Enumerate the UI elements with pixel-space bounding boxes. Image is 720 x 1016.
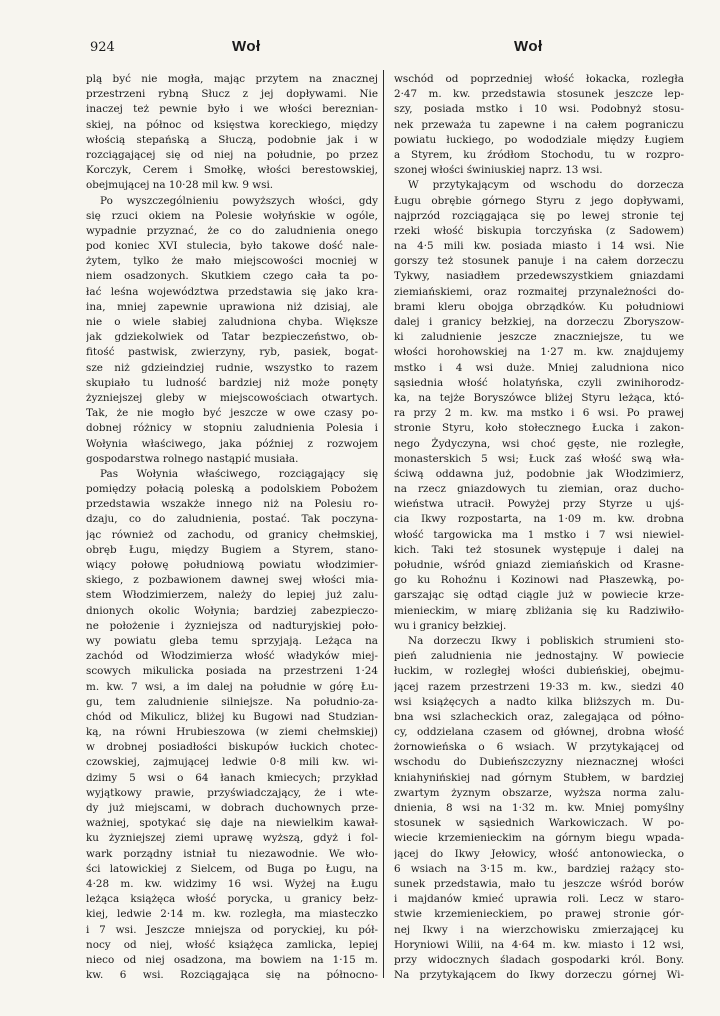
- text-line: się rzuci okiem na Polesie wołyńskie w ogóle,: [86, 209, 378, 222]
- text-line: cia Ikwy rozpostarta, na 1·09 m. kw. drobna: [394, 513, 684, 526]
- text-line: kiej, ledwie 2·14 m. kw. rozległa, ma miasteczko: [86, 908, 378, 921]
- text-line: Tykwy, nasiadłem przedewszystkiem gniazdami: [394, 270, 684, 283]
- text-line: ina, mniej zapewnie uprawiona niż dzisiaj, ale: [86, 300, 378, 313]
- text-line: wypadnie przyznać, że co do zaludnienia onego: [86, 224, 378, 237]
- text-line: łać leśna województwa przedstawia się jako kra-: [86, 285, 378, 298]
- text-line: skupiało tu ludność bardziej niż może ponęty: [86, 376, 378, 389]
- text-line: m. kw. 7 wsi, a im dalej na południe w górę Łu-: [86, 680, 378, 693]
- text-line: powiatu łuckiego, po wododziale między Ługiem: [394, 133, 684, 146]
- text-line: obejmującej na 10·28 mil kw. 9 wsi.: [86, 179, 274, 192]
- text-line: gospodarstwa rolnego nastąpić musiała.: [86, 452, 299, 465]
- text-line: wark porządny istniał tu niezawodnie. We wło-: [86, 847, 378, 860]
- text-line: żornowieńska o 6 wsiach. W przytykającej od: [394, 741, 684, 754]
- text-line: Na przytykającem do Ikwy dorzeczu górnej Wi-: [394, 969, 684, 982]
- text-line: kich. Taki też stosunek występuje i dalej na: [394, 543, 684, 556]
- text-line: Korczyk, Cerem i Smołkę, włości berestowskiej,: [86, 164, 378, 177]
- text-line: inaczej też pewnie było i we włości bereznian-: [86, 103, 378, 116]
- text-line: włości horohowskiej na 1·27 m. kw. znajdujemy: [394, 346, 684, 359]
- text-line: pień zaludnienia nie jednostajny. W powiecie: [394, 650, 684, 663]
- text-line: przy widocznych śladach gospodarki król. Bony.: [394, 953, 684, 966]
- text-line: W przytykającym od wschodu do dorzecza: [408, 179, 684, 192]
- text-line: włością stepańską a Słuczą, podobnie jak i w: [86, 133, 378, 146]
- text-line: Na dorzeczu Ikwy i pobliskich strumieni sto-: [408, 634, 684, 647]
- text-line: ką, na równi Hrubieszowa (w ziemi chełmskiej): [86, 726, 378, 739]
- text-line: 6 wsiach na 3·15 m. kw., bardziej rażący sto-: [394, 862, 684, 875]
- text-line: dzimy 5 wsi o 64 łanach kmiecych; przykład: [86, 771, 378, 784]
- text-line: scowych mikulicka posiada na przestrzeni 1·24: [86, 665, 378, 678]
- text-line: dzaju, co do zaludnienia, postać. Tak poczyna-: [86, 513, 378, 526]
- text-line: nie o wiele słabiej zaludniona chyba. Większe: [86, 316, 378, 328]
- page-header: [0, 0, 720, 80]
- text-line: wiecie krzemienieckim na górnym biegu wpada-: [394, 832, 684, 845]
- text-line: dnienia, 8 wsi na 1·32 m. kw. Mniej pomyślny: [394, 802, 684, 814]
- text-line: rzeki włość biskupia torczyńska (z Sadowem): [394, 224, 684, 237]
- text-line: wu i granicy bełzkiej.: [394, 619, 507, 632]
- text-line: stronie Styru, koło stołecznego Łucka i zakon-: [394, 422, 684, 435]
- text-line: żyzniejszej gleby w miejscowościach otwartych.: [86, 391, 378, 404]
- text-line: Horyniowi Wilii, na 4·64 m. kw. miasto i 12 wsi,: [394, 938, 684, 951]
- text-line: skiej, na północ od księstwa koreckiego, między: [86, 118, 378, 131]
- text-line: nej Ikwy i na wierzchowisku zmierzającej ku: [394, 923, 684, 936]
- text-line: jąc również od zachodu, od granicy chełmskiej,: [86, 528, 378, 541]
- text-line: jącej razem przestrzeni 19·33 m. kw., siedzi 40: [394, 680, 684, 693]
- text-line: najprzód rozciągająca się po lewej stronie tej: [394, 209, 684, 222]
- text-line: dobnej różnicy w stopniu zaludnienia Polesia i: [86, 422, 378, 435]
- text-line: jącej do Ikwy Jełowicy, włość antonowiecka, o: [394, 847, 684, 860]
- running-head-left: Woł: [232, 38, 261, 55]
- text-line: Wołynia właściwego, jaka później z rozwojem: [86, 437, 378, 450]
- left-column: [86, 72, 378, 983]
- text-line: dalej i granicy bełzkiej, na dorzeczu Zboryszow-: [394, 316, 684, 328]
- text-line: na 4·5 mili kw. posiada miasto i 14 wsi. Nie: [394, 240, 684, 253]
- text-line: nego Żydyczyna, wsi choć gęste, nie rozległe,: [394, 437, 684, 450]
- text-line: szonej włości świniuskiej naprz. 13 wsi.: [394, 164, 603, 177]
- text-line: Pas Wołynia właściwego, rozciągający się: [100, 467, 378, 480]
- text-line: garszając się odtąd ciągle już w powiecie krze-: [394, 589, 684, 602]
- text-line: nocy od niej, włość książęca zamlicka, lepiej: [86, 938, 378, 951]
- text-line: czowskiej, zajmującej ledwie 0·8 mili kw. wi-: [86, 756, 378, 769]
- text-line: żytem, tylko że mało miejscowości mocniej w: [86, 255, 378, 268]
- footer-mark: [30, 990, 33, 1000]
- text-line: chód od Mikulicz, bliżej ku Bugowi nad Studzian-: [86, 710, 378, 723]
- text-line: gu, tem zaludnienie silniejsze. Na południo-za-: [86, 695, 378, 708]
- page-number: 924: [90, 40, 115, 55]
- text-line: ziemiańskiemi, oraz rozmaitej przynależności do-: [394, 285, 684, 298]
- text-line: cy, oddzielana czasem od głównej, drobna włość: [394, 726, 684, 739]
- running-head-right: Woł: [514, 38, 543, 55]
- text-line: niem osadzonych. Skutkiem czego cała ta po-: [86, 270, 378, 283]
- text-line: gorszy też stosunek panuje i na całem dorzeczu: [394, 255, 684, 268]
- text-line: wieństwa utracił. Powyżej przy Styrze u ujś-: [394, 498, 684, 511]
- text-line: go ku Rohoźnu i Kozinowi nad Płaszewką, po-: [394, 574, 684, 587]
- text-line: sąsiednia włość holatyńska, czyli zwinihorodz-: [394, 376, 684, 389]
- text-line: wyjątkowy prawie, przyświadczający, że i wte-: [86, 786, 378, 799]
- text-line: wsi książęcych a nadto kilka bliższych m. Du-: [394, 695, 684, 708]
- right-column: [394, 72, 684, 983]
- text-line: ka, na tejże Boryszówce bliżej Styru leżąca, któ-: [394, 391, 684, 404]
- text-line: ważniej, spotykać się daje na niewielkim kawał-: [86, 817, 378, 830]
- text-line: fitość pastwisk, zwierzyny, ryb, pasiek, bogat-: [86, 346, 378, 359]
- text-line: wschodu do Dubieńszczyzny nieznacznej włości: [394, 756, 684, 769]
- text-line: rozciągającej się od niej na południe, po przez: [86, 148, 378, 161]
- text-line: plą być nie mogła, mając przytem na znacznej: [86, 73, 378, 85]
- text-line: stem Włodzimierzem, należy do lepiej już zalu-: [86, 589, 378, 602]
- text-line: przedstawia wszakże innego niż na Polesiu ro-: [86, 498, 378, 511]
- text-line: bna wsi szlacheckich oraz, zalegająca od półno-: [394, 710, 684, 723]
- text-line: łuckim, w rozległej włości dubieńskiej, obejmu-: [394, 665, 684, 678]
- text-line: leżąca książęca włość porycka, u granicy bełz-: [86, 893, 378, 906]
- text-line: zwartym żyznym obszarze, wyższa norma zalu-: [394, 786, 684, 799]
- column-divider: [383, 70, 384, 978]
- text-line: 4·28 m. kw. widzimy 16 wsi. Wyżej na Ługu: [86, 877, 378, 890]
- text-line: nieco od niej osadzona, ma bowiem na 1·15 m.: [86, 953, 378, 966]
- text-line: mienieckim, w miarę zbliżania się ku Radziwiło-: [394, 604, 684, 617]
- text-line: Tak, że nie mogło być jeszcze w owe czasy po-: [86, 407, 378, 420]
- text-line: pod koniec XVI stulecia, było takowe dość nale-: [86, 240, 378, 253]
- text-line: pomiędzy połacią poleską a podolskiem Pobożem: [86, 483, 378, 496]
- text-line: sunek przedstawia, mało tu jeszcze wśród borów: [394, 877, 684, 890]
- text-line: zachód od Włodzimierza włość władyków miej-: [86, 650, 378, 663]
- text-line: i 7 wsi. Jeszcze mniejsza od poryckiej, ku pół-: [86, 923, 378, 936]
- text-line: nek przeważa tu zapewne i na całem pograniczu: [394, 118, 684, 131]
- text-line: obręb Ługu, między Bugiem a Styrem, stano-: [86, 543, 378, 556]
- text-line: stosunek w sąsiednich Warkowiczach. W po-: [394, 817, 684, 830]
- text-line: jak gdziekolwiek od Tatar bezpieczeństwo, ob-: [86, 331, 378, 344]
- text-line: przestrzeni rybną Słucz z jej dopływami. Nie: [86, 88, 378, 101]
- text-line: 2·47 m. kw. przedstawia stosunek jeszcze lep-: [394, 88, 684, 101]
- text-line: stwie krzemienieckiem, po prawej stronie gór-: [394, 908, 684, 921]
- text-line: ści latowickiej z Sielcem, od Buga po Ługu, na: [86, 862, 378, 875]
- text-line: ku żyzniejszej ziemi uprawę wyższą, gdyż i fol-: [86, 832, 378, 845]
- text-line: wschód od poprzedniej włość łokacka, rozległa: [394, 73, 684, 85]
- text-line: Ługu obrębie górnego Styru z jego dopływami,: [394, 194, 684, 207]
- text-line: brami kleru obojga obrządków. Ku południowi: [394, 300, 684, 313]
- text-line: kw. 6 wsi. Rozciągająca się na północno-: [86, 969, 378, 982]
- text-line: południe, wśród gniazd ziemiańskich od Krasne-: [394, 559, 684, 571]
- text-line: dnionych okolic Wołynia; bardziej zabezpieczo-: [86, 604, 378, 617]
- text-line: ki zaludnienie jeszcze znaczniejsze, tu we: [394, 331, 684, 344]
- text-line: wy powiatu gleba temu sprzyjają. Leżąca na: [86, 634, 378, 647]
- text-line: sze niż gdzieindziej rudnie, wszystko to razem: [86, 361, 378, 374]
- text-line: włość targowicka ma 1 mstko i 7 wsi niewiel-: [394, 528, 684, 541]
- text-line: szy, posiada mstko i 10 wsi. Podobnyż stosu-: [394, 103, 684, 116]
- text-line: skiego, z pozbawionem dawnej swej włości mia-: [86, 574, 378, 587]
- text-line: i majdanów kmieć uprawia roli. Lecz w staro-: [394, 893, 684, 906]
- text-line: w drobnej posiadłości biskupów łuckich chotec-: [86, 741, 378, 754]
- text-line: ne położenie i żyzniejsza od nadturyjskiej poło-: [86, 619, 378, 632]
- text-line: wiący połowę południową powiatu włodzimier-: [86, 559, 378, 571]
- text-line: Po wyszczególnieniu powyższych włości, gdy: [100, 194, 378, 207]
- text-line: monasterskich 5 wsi; Łuck zaś włość swą wła-: [394, 452, 684, 465]
- text-line: mstko i 4 wsi duże. Mniej zaludniona nico: [394, 361, 684, 374]
- text-line: a Styrem, ku źródłom Stochodu, tu w rozpro-: [394, 148, 684, 161]
- text-line: ra przy 2 m. kw. ma mstko i 6 wsi. Po prawej: [394, 407, 684, 420]
- text-line: ściwą oddawna już, podobnie jak Włodzimierz,: [394, 467, 684, 480]
- text-line: kniahynińskiej nad górnym Stubłem, w bardziej: [394, 771, 684, 784]
- text-line: dy już miejscami, w dobrach duchownych prze-: [86, 802, 378, 814]
- text-line: na rzecz gniazdowych tu ziemian, oraz ducho-: [394, 483, 684, 496]
